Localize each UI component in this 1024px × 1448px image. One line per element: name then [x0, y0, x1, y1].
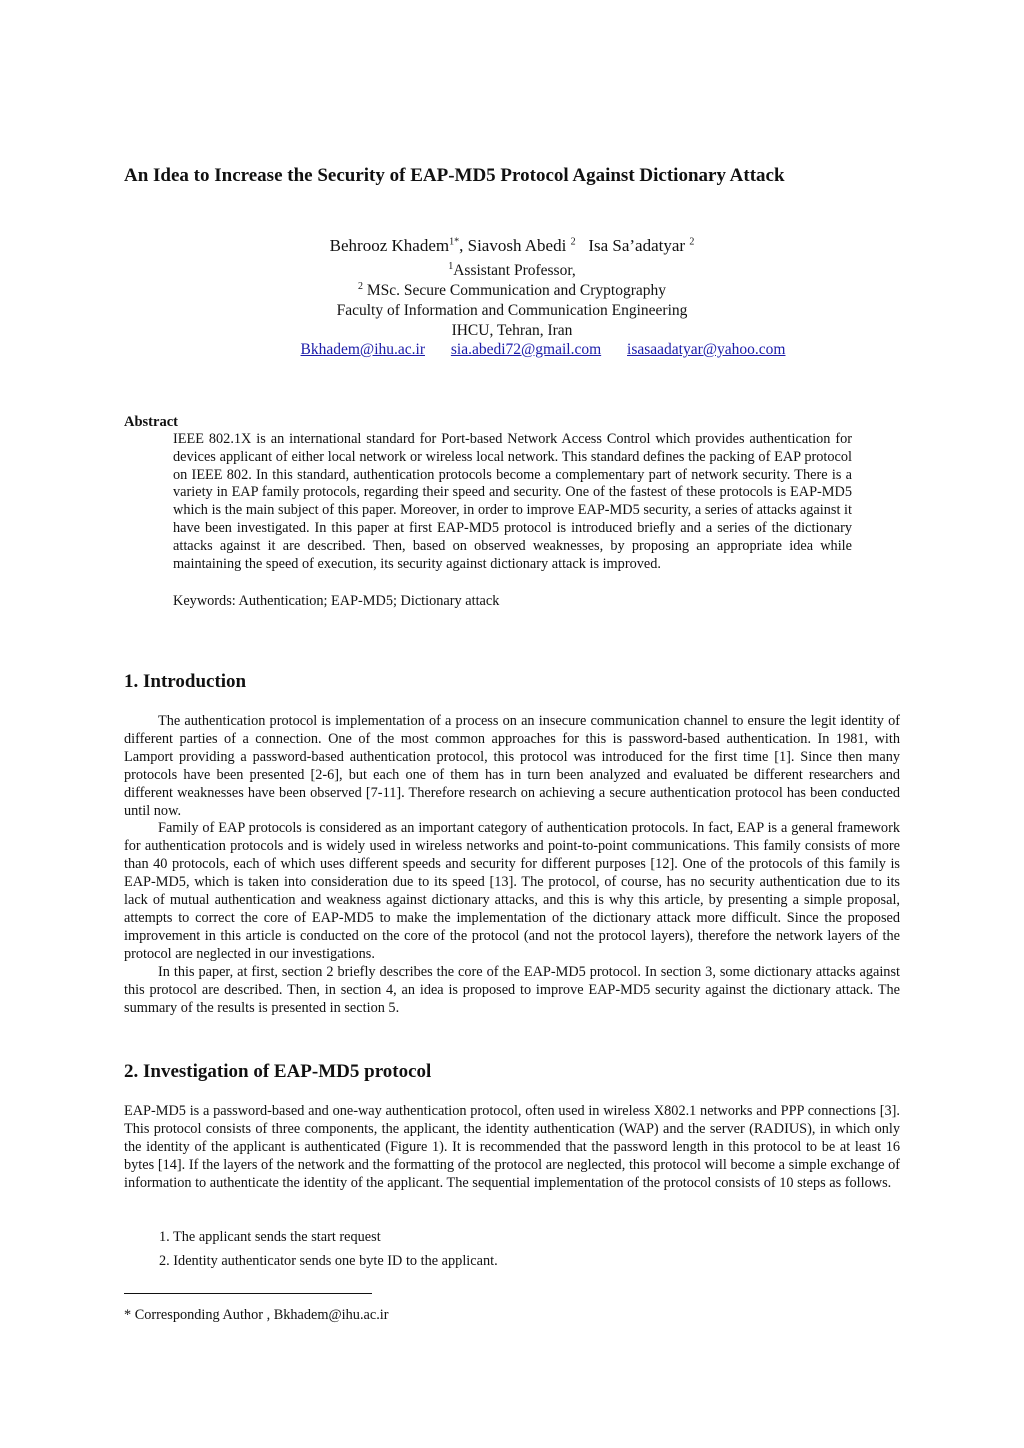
author-name: Isa Sa’adatyar — [588, 236, 686, 255]
footnote: * Corresponding Author , Bkhadem@ihu.ac.ir — [124, 1307, 389, 1323]
paragraph: In this paper, at first, section 2 briefly describes the core of the EAP-MD5 protocol. In section 3, some dictionary attacks against this protocol are described. Then, in section 4, an idea is proposed to improve EAP-MD5 security against the dictionary attack. The summary of the results is presented in section 5. — [124, 963, 900, 1016]
affiliation-line — [0, 281, 1024, 301]
step-list — [159, 1228, 498, 1276]
paper-title: An Idea to Increase the Security of EAP-MD5 Protocol Against Dictionary Attack — [124, 165, 785, 186]
section-body — [124, 713, 900, 1017]
author-name: , Siavosh Abedi — [459, 236, 567, 255]
section-heading: 2. Investigation of EAP-MD5 protocol — [124, 1061, 432, 1082]
section-heading: 1. Introduction — [124, 671, 247, 692]
affiliation-text: MSc. Secure Communication and Cryptography — [366, 282, 667, 299]
email-link[interactable]: isasaadatyar@yahoo.com — [627, 341, 786, 358]
email-line — [0, 340, 1024, 360]
abstract-heading: Abstract — [124, 414, 178, 430]
keywords: Keywords: Authentication; EAP-MD5; Dictionary attack — [173, 593, 500, 609]
author-line — [0, 234, 1024, 258]
section-body — [124, 1103, 900, 1193]
paragraph: EAP-MD5 is a password-based and one-way authentication protocol, often used in wireless X802.1 networks and PPP connections [3]. This protocol consists of three components, the applicant, the identity authentication (WAP) and the server (RADIUS), in which only the identity of the applicant is authenticated (Figure 1). It is recommended that the password length in this protocol to be at least 16 bytes [14]. If the layers of the network and the formatting of the protocol are neglected, this protocol will become a simple exchange of information to authenticate the identity of the applicant. The sequential implementation of the protocol consists of 10 steps as follows. — [124, 1103, 900, 1191]
affiliation-superscript: 1 — [448, 260, 454, 272]
author-superscript: 2 — [570, 236, 576, 248]
paragraph: The authentication protocol is implementation of a process on an insecure communication channel to ensure the legit identity of different parties of a connection. One of the most common approaches for this is password-based authentication. In 1981, with Lamport providing a password-based authentication protocol, this protocol was introduced for the first time [1]. Since then many protocols have been presented [2-6], but each one of them has in turn been analyzed and evaluated be different researchers and different weaknesses have been observed [7-11]. Therefore research on achieving a secure authentication protocol has been conducted until now. — [124, 713, 900, 819]
author-name: Behrooz Khadem — [329, 236, 450, 255]
footnote-divider — [124, 1293, 372, 1294]
affiliation-text: Assistant Professor, — [453, 262, 576, 279]
affiliation-line: IHCU, Tehran, Iran — [451, 322, 573, 339]
paragraph: Family of EAP protocols is considered as an important category of authentication protocols. In fact, EAP is a general framework for authentication protocols and is widely used in wireless networks and point-to-point communications. This family consists of more than 40 protocols, each of which uses different speeds and security for different purposes [12]. One of the protocols of this family is EAP-MD5, which is taken into consideration due to its speed [13]. The protocol, of course, has no security authentication due to its lack of mutual authentication and weakness against dictionary attacks, and this is why this article, by presenting a simple proposal, attempts to correct the core of EAP-MD5 to make the implementation of the dictionary attack more difficult. Since the proposed improvement in this article is conducted on the core of the protocol (and not the protocol layers), therefore the network layers of the protocol are neglected in our investigations. — [124, 820, 900, 962]
affiliation-line — [0, 261, 1024, 281]
list-item: 2. Identity authenticator sends one byte ID to the applicant. — [159, 1253, 498, 1269]
abstract-text: IEEE 802.1X is an international standard for Port-based Network Access Control which provides authentication for devices applicant of either local network or wireless local network. This standard defines the packing of EAP protocol on IEEE 802. In this standard, authentication protocols become a complementary part of network security. There is a variety in EAP family protocols, regarding their speed and security. One of the fastest of these protocols is EAP-MD5 which is the main subject of this paper. Moreover, in order to improve EAP-MD5 security, a series of attacks against it have been investigated. In this paper at first EAP-MD5 protocol is introduced briefly and a series of the dictionary attacks against it are described. Then, based on observed weaknesses, by proposing an appropriate idea while maintaining the speed of execution, its security against dictionary attack is improved. — [173, 431, 852, 572]
author-superscript: 2 — [689, 236, 695, 248]
author-superscript: 1* — [449, 236, 460, 248]
email-link[interactable]: sia.abedi72@gmail.com — [450, 341, 602, 358]
affiliation-line: Faculty of Information and Communication Engineering — [336, 302, 688, 319]
list-item: 1. The applicant sends the start request — [159, 1229, 381, 1245]
affiliation-superscript: 2 — [357, 280, 363, 292]
email-link[interactable]: Bkhadem@ihu.ac.ir — [300, 341, 425, 358]
